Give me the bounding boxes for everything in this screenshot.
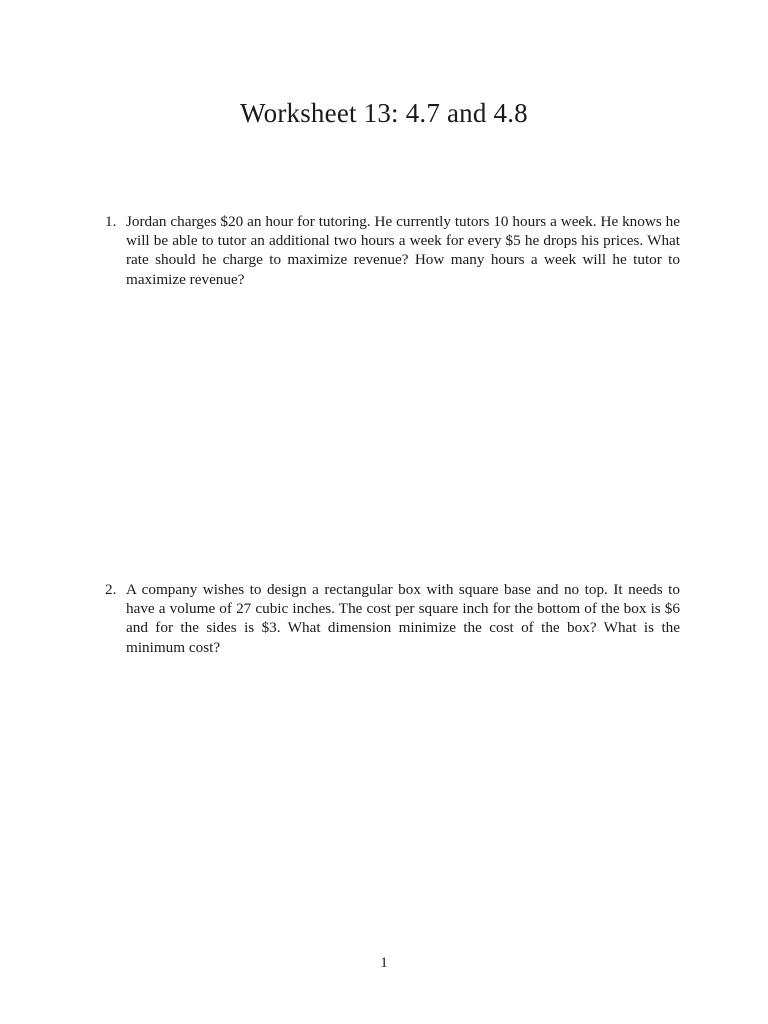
problem-text: Jordan charges $20 an hour for tutoring. He currently tutors 10 hours a week. He knows he will be able to tutor an additional two hours a week for every $5 he drops his prices. What rate should he charge to maximize revenue? How many hours a week will he tutor to maximize revenue?: [126, 213, 680, 288]
problem-item: [105, 212, 680, 289]
problem-number: 2.: [105, 581, 117, 598]
problem-item: [105, 580, 680, 657]
page-title: Worksheet 13: 4.7 and 4.8: [240, 98, 528, 128]
problem-text: A company wishes to design a rectangular box with square base and no top. It needs to have a volume of 27 cubic inches. The cost per square inch for the bottom of the box is $6 and for the sides is $3. What dimension minimize the cost of the box? What is the minimum cost?: [126, 581, 680, 656]
page-number: 1: [380, 955, 388, 971]
problem-number: 1.: [105, 213, 117, 230]
